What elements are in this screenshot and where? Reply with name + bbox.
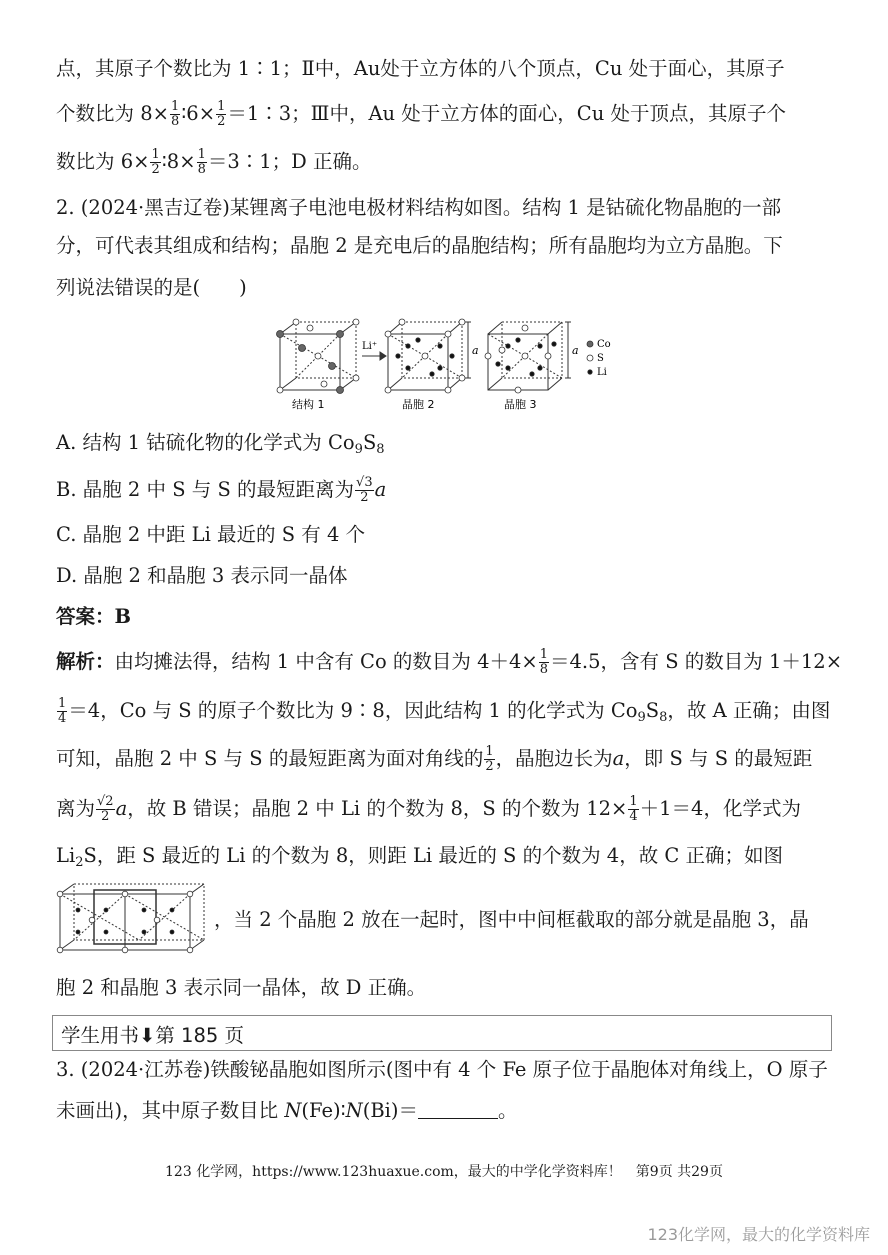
fraction: $\frac{1}{4}$ (58, 696, 67, 726)
fraction: $\frac{1}{8}$ (539, 647, 549, 677)
fraction: $\frac{1}{4}$ (629, 794, 638, 824)
page-footer: 123 化学网，https://www.123huaxue.com，最大的中学化学资料库！ 第9页 共29页 (165, 1164, 723, 1180)
fraction: $\frac{1}{8}$ (197, 147, 206, 177)
edge-label-a: a (572, 344, 579, 357)
section-label: 学生用书⬇第 185 页 (61, 1024, 244, 1047)
student-book-marker (52, 1015, 832, 1051)
label-cell-2: 晶胞 2 (402, 398, 435, 411)
fraction: $\frac{√2}{2}$ (97, 794, 114, 824)
label-cell-3: 晶胞 3 (504, 398, 537, 411)
label-structure-1: 结构 1 (292, 398, 325, 411)
q3-stem-line-1: 3. (2024·江苏卷)铁酸铋晶胞如图所示(图中有 4 个 Fe 原子位于晶胞体对角线上，O 原子 (56, 1058, 828, 1081)
q2-stem-line-1: 2. (2024·黑吉辽卷)某锂离子电池电极材料结构如图。结构 1 是钴硫化物晶胞的一部 (56, 196, 782, 219)
option-d: D. 晶胞 2 和晶胞 3 表示同一晶体 (56, 564, 348, 587)
explanation-line-3: 可知，晶胞 2 中 S 与 S 的最短距离为面对角线的 $\frac{1}{2}$ ，晶胞边长为a，即 S 与 S 的最短距 (56, 744, 813, 774)
explanation-line-5: $Li_2S$，距 S 最近的 Li 的个数为 8，则距 Li 最近的 S 的个数为 4，故 C 正确；如图 (56, 844, 784, 870)
explanation-line-4: 离为 $\frac{√2}{2}$ a，故 B 错误；晶胞 2 中 Li 的个数为 8，S 的个数为 12× $\frac{1}{4}$ ＋1＝4，化学式为 (56, 794, 801, 824)
fraction: $\frac{1}{2}$ (485, 744, 494, 774)
edge-label-a: a (472, 344, 479, 357)
option-a: A. 结构 1 钴硫化物的化学式为 $Co_9S_8$ (56, 431, 385, 457)
option-b: B. 晶胞 2 中 S 与 S 的最短距离为 $\frac{√3}{2}$ a (56, 475, 387, 505)
q2-stem-line-3: 列说法错误的是( ) (56, 276, 247, 299)
crystal-structures-figure (272, 316, 622, 414)
fraction: $\frac{√3}{2}$ (356, 475, 373, 505)
explanation-line-1: 解析：由均摊法得，结构 1 中含有 Co 的数目为 4＋4× $\frac{1}{8}$ ＝4.5，含有 S 的数目为 1＋12× (56, 647, 843, 677)
fraction: $\frac{1}{8}$ (170, 99, 180, 129)
legend-s: S (597, 353, 604, 364)
prev-line-2: 个数比为 8× $\frac{1}{8}$ ∶6× $\frac{1}{2}$ ＝1∶3；Ⅲ中，Au 处于立方体的面心，Cu 处于顶点，其原子个 (56, 99, 786, 129)
li-arrow-label: Li⁺ (362, 341, 378, 352)
fraction: $\frac{1}{2}$ (151, 147, 160, 177)
answer-blank[interactable] (418, 1100, 498, 1119)
prev-line-1: 点，其原子个数比为 1∶1；Ⅱ中，Au处于立方体的八个顶点，Cu 处于面心，其原子 (56, 57, 785, 80)
two-cells-figure (56, 880, 208, 956)
answer-line: 答案：B (56, 605, 131, 628)
prev-line-3: 数比为 6× $\frac{1}{2}$ ∶8× $\frac{1}{8}$ ＝3∶1；D 正确。 (56, 147, 372, 177)
q2-stem-line-2: 分，可代表其组成和结构；晶胞 2 是充电后的晶胞结构；所有晶胞均为立方晶胞。下 (56, 234, 783, 257)
legend-co: Co (597, 339, 611, 350)
q3-stem-line-2: 未画出)，其中原子数目比 N(Fe)∶N(Bi)＝ 。 (56, 1099, 518, 1122)
watermark: 123化学网，最大的化学资料库 (647, 1225, 870, 1244)
explanation-line-7: 胞 2 和晶胞 3 表示同一晶体，故 D 正确。 (56, 976, 427, 999)
option-c: C. 晶胞 2 中距 Li 最近的 S 有 4 个 (56, 523, 366, 546)
explanation-line-2: $\frac{1}{4}$ ＝4，Co 与 S 的原子个数比为 9∶8，因此结构 1 的化学式为 $Co_9S_8$，故 A 正确；由图 (58, 696, 831, 726)
explanation-line-6: ，当 2 个晶胞 2 放在一起时，图中中间框截取的部分就是晶胞 3，晶 (214, 908, 809, 931)
fraction: $\frac{1}{2}$ (217, 99, 226, 129)
legend-li: Li (597, 367, 607, 378)
